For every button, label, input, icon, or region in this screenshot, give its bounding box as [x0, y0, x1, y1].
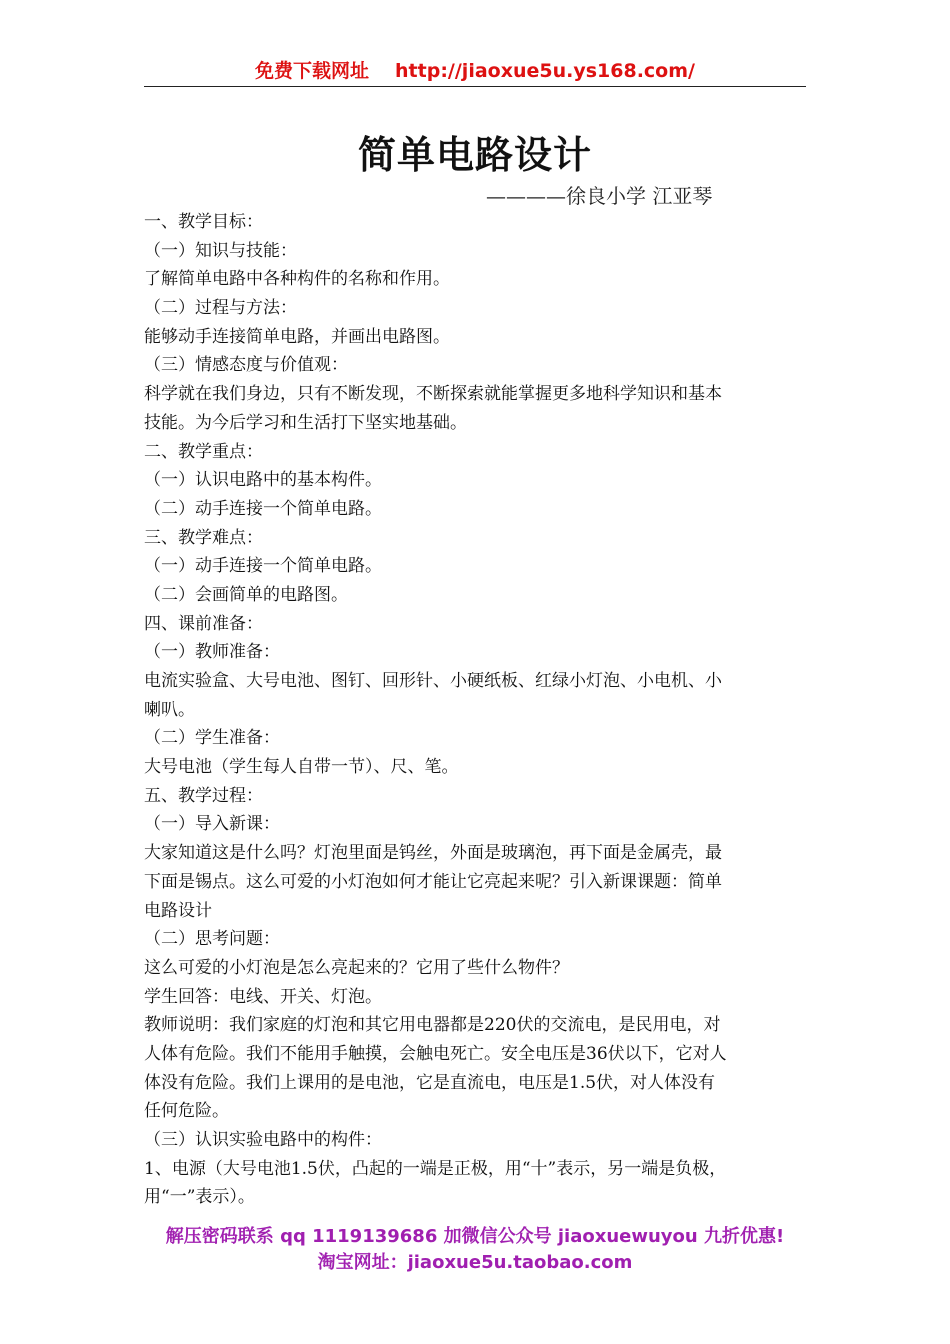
- text-line: 了解简单电路中各种构件的名称和作用。: [144, 269, 450, 290]
- text-line: 电路设计: [144, 900, 212, 921]
- document-author: ————徐良小学 江亚琴: [486, 184, 713, 208]
- text-line: （二）动手连接一个简单电路。: [144, 498, 382, 519]
- text-line: 大号电池（学生每人自带一节）、尺、笔。: [144, 757, 459, 778]
- download-url-link[interactable]: http://jiaoxue5u.ys168.com/: [395, 60, 695, 82]
- text-line: （二）会画简单的电路图。: [144, 584, 348, 605]
- text-line: 喇叭。: [144, 699, 195, 720]
- document-title: 简单电路设计: [357, 132, 592, 177]
- footer-contact: 解压密码联系 qq 1119139686 加微信公众号 jiaoxuewuyou 九折优惠!: [165, 1226, 785, 1247]
- text-line: 下面是锡点。这么可爱的小灯泡如何才能让它亮起来呢？引入新课课题：简单: [144, 871, 722, 892]
- text-line: 1、电源（大号电池1.5伏，凸起的一端是正极，用“十”表示，另一端是负极，: [144, 1158, 727, 1179]
- text-line: 人体有危险。我们不能用手触摸，会触电死亡。安全电压是36伏以下，它对人: [144, 1043, 727, 1064]
- text-line: 三、教学难点：: [144, 527, 263, 548]
- text-line: （一）动手连接一个简单电路。: [144, 556, 382, 577]
- download-header[interactable]: [0, 56, 950, 83]
- text-line: （一）知识与技能：: [144, 240, 297, 261]
- text-line: 教师说明：我们家庭的灯泡和其它用电器都是220伏的交流电，是民用电，对: [144, 1015, 721, 1036]
- text-line: 学生回答：电线、开关、灯泡。: [144, 986, 382, 1007]
- download-label: 免费下载网址: [255, 60, 370, 82]
- text-line: 一、教学目标：: [144, 212, 263, 232]
- text-line: （一）教师准备：: [144, 642, 280, 663]
- header-divider: [144, 86, 806, 87]
- text-line: （二）学生准备：: [144, 728, 280, 749]
- text-line: （二）思考问题：: [144, 929, 280, 950]
- footer-shop-link[interactable]: 淘宝网址：jiaoxue5u.taobao.com: [317, 1252, 633, 1273]
- text-line: 任何危险。: [144, 1101, 229, 1122]
- text-line: 这么可爱的小灯泡是怎么亮起来的？它用了些什么物件？: [144, 957, 569, 978]
- text-line: （三）情感态度与价值观：: [144, 355, 348, 376]
- text-line: 技能。为今后学习和生活打下坚实地基础。: [144, 412, 467, 433]
- text-line: 能够动手连接简单电路，并画出电路图。: [144, 326, 450, 347]
- text-line: （一）导入新课：: [144, 814, 280, 835]
- text-line: 电流实验盒、大号电池、图钉、回形针、小硬纸板、红绿小灯泡、小电机、小: [144, 671, 722, 691]
- document-body: [144, 208, 808, 1212]
- text-line: 科学就在我们身边，只有不断发现，不断探索就能掌握更多地科学知识和基本: [144, 384, 722, 405]
- text-line: 二、教学重点：: [144, 441, 263, 462]
- text-line: 四、课前准备：: [144, 613, 263, 634]
- text-line: （一）认识电路中的基本构件。: [144, 470, 382, 491]
- text-line: 大家知道这是什么吗？灯泡里面是钨丝，外面是玻璃泡，再下面是金属壳，最: [144, 843, 722, 864]
- text-line: 用“一”表示）。: [144, 1187, 255, 1208]
- text-line: （二）过程与方法：: [144, 298, 297, 319]
- text-line: 五、教学过程：: [144, 785, 263, 806]
- text-line: 体没有危险。我们上课用的是电池，它是直流电，电压是1.5伏，对人体没有: [144, 1072, 716, 1093]
- text-line: （三）认识实验电路中的构件：: [144, 1130, 382, 1150]
